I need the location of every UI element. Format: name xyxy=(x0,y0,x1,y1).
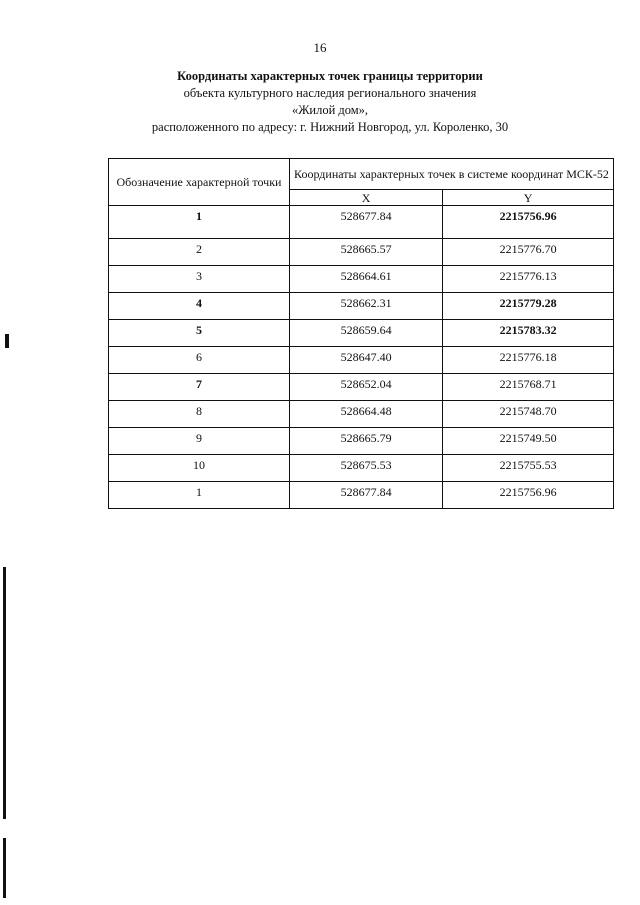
y-cell: 2215749.50 xyxy=(443,428,614,455)
point-cell: 1 xyxy=(109,482,290,509)
y-cell: 2215783.32 xyxy=(443,320,614,347)
y-cell: 2215776.18 xyxy=(443,347,614,374)
scan-artifact-line xyxy=(3,567,6,819)
table-row xyxy=(109,239,614,266)
y-cell: 2215776.13 xyxy=(443,266,614,293)
document-title xyxy=(120,68,540,136)
table-row xyxy=(109,401,614,428)
title-line-1: Координаты характерных точек границы территории xyxy=(177,69,483,83)
header-coordinate-system: Координаты характерных точек в системе координат МСК-52 xyxy=(290,159,614,190)
coordinates-table xyxy=(108,158,614,509)
table-row xyxy=(109,455,614,482)
x-cell: 528665.79 xyxy=(290,428,443,455)
point-cell: 8 xyxy=(109,401,290,428)
table-row xyxy=(109,266,614,293)
y-cell: 2215768.71 xyxy=(443,374,614,401)
x-cell: 528675.53 xyxy=(290,455,443,482)
y-cell: 2215756.96 xyxy=(443,206,614,239)
table-row xyxy=(109,293,614,320)
point-cell: 4 xyxy=(109,293,290,320)
x-cell: 528662.31 xyxy=(290,293,443,320)
page-number: 16 xyxy=(313,40,327,55)
y-cell: 2215776.70 xyxy=(443,239,614,266)
x-cell: 528665.57 xyxy=(290,239,443,266)
point-cell: 3 xyxy=(109,266,290,293)
table-row xyxy=(109,428,614,455)
x-cell: 528652.04 xyxy=(290,374,443,401)
y-cell: 2215779.28 xyxy=(443,293,614,320)
scan-artifact-mark xyxy=(5,334,9,348)
table-row xyxy=(109,347,614,374)
x-cell: 528677.84 xyxy=(290,206,443,239)
header-y: Y xyxy=(443,190,614,206)
x-cell: 528664.48 xyxy=(290,401,443,428)
x-cell: 528659.64 xyxy=(290,320,443,347)
title-line-2: объекта культурного наследия регионального значения xyxy=(183,86,477,100)
title-line-4: расположенного по адресу: г. Нижний Новгород, ул. Короленко, 30 xyxy=(151,120,509,134)
y-cell: 2215755.53 xyxy=(443,455,614,482)
x-cell: 528664.61 xyxy=(290,266,443,293)
y-cell: 2215756.96 xyxy=(443,482,614,509)
title-line-3: «Жилой дом», xyxy=(291,103,369,117)
point-cell: 5 xyxy=(109,320,290,347)
y-cell: 2215748.70 xyxy=(443,401,614,428)
scan-artifact-line xyxy=(3,838,6,898)
point-cell: 1 xyxy=(109,206,290,239)
table-row xyxy=(109,374,614,401)
point-cell: 6 xyxy=(109,347,290,374)
header-point-designation: Обозначение характерной точки xyxy=(109,159,290,206)
table-row xyxy=(109,482,614,509)
point-cell: 9 xyxy=(109,428,290,455)
header-x: X xyxy=(290,190,443,206)
table-row xyxy=(109,320,614,347)
point-cell: 7 xyxy=(109,374,290,401)
point-cell: 2 xyxy=(109,239,290,266)
x-cell: 528677.84 xyxy=(290,482,443,509)
point-cell: 10 xyxy=(109,455,290,482)
x-cell: 528647.40 xyxy=(290,347,443,374)
table-row xyxy=(109,206,614,239)
